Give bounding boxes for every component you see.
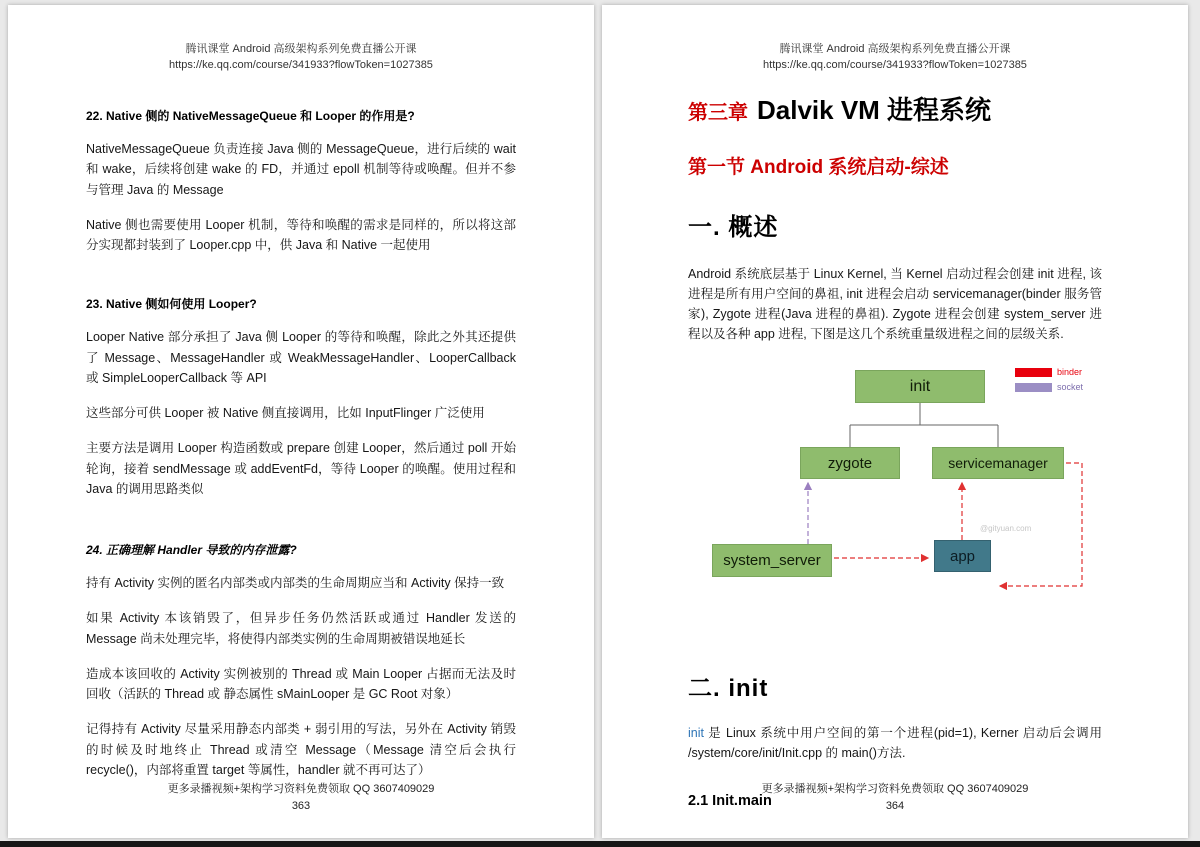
diagram-node-zygote: zygote bbox=[800, 447, 900, 479]
question-23-para-3: 主要方法是调用 Looper 构造函数或 prepare 创建 Looper，然后通过 poll 开始轮询，接着 sendMessage 或 addEventFd，等待 Looper 的唤醒。使用过程和 Java 的调用思路类似 bbox=[86, 441, 516, 496]
diagram-node-system-server: system_server bbox=[712, 544, 832, 577]
diagram-node-servicemanager: servicemanager bbox=[932, 447, 1064, 479]
subsection-heading: 2.1 Init.main bbox=[688, 793, 772, 809]
page-number: 363 bbox=[291, 800, 311, 812]
question-24-para-4: 记得持有 Activity 尽量采用静态内部类 + 弱引用的写法，另外在 Activity 销毁的时候及时地终止 Thread 或清空 Message（Message 清空后会执行 recycle()，内部将重置 target 等属性，handler 就不再可达了） bbox=[86, 722, 516, 777]
chapter-heading bbox=[688, 93, 1102, 132]
init-paragraph-text: 是 Linux 系统中用户空间的第一个进程(pid=1), Kerner 启动后会调用 /system/core/init/Init.cpp 的 main()方法. bbox=[688, 726, 1102, 760]
section-heading: 第一节 Android 系统启动-综述 bbox=[688, 157, 949, 178]
document-header bbox=[688, 41, 1102, 73]
course-header-title: 腾讯课堂 Android 高级架构系列免费直播公开课 bbox=[779, 43, 1011, 55]
chapter-title: Dalvik VM 进程系统 bbox=[757, 95, 992, 125]
question-22-title: 22. Native 侧的 NativeMessageQueue 和 Looper 的作用是? bbox=[86, 109, 415, 123]
socket-legend-label: socket bbox=[1057, 382, 1084, 392]
pdf-page-right bbox=[602, 5, 1188, 838]
page-number: 364 bbox=[885, 800, 905, 812]
question-23-para-1: Looper Native 部分承担了 Java 侧 Looper 的等待和唤醒，除此之外其还提供了 Message、MessageHandler 或 WeakMessageHandler、LooperCallback 或 SimpleLooperCallback 等 API bbox=[86, 330, 516, 385]
pdf-page-left bbox=[8, 5, 594, 838]
init-link[interactable]: init bbox=[688, 726, 704, 740]
process-hierarchy-diagram bbox=[688, 360, 1102, 642]
question-23-para-2: 这些部分可供 Looper 被 Native 侧直接调用，比如 InputFlinger 广泛使用 bbox=[86, 406, 485, 420]
question-24-para-1: 持有 Activity 实例的匿名内部类或内部类的生命周期应当和 Activity 保持一致 bbox=[86, 576, 505, 590]
init-heading: 二. init bbox=[688, 675, 769, 702]
document-footer: 更多录播视频+架构学习资料免费领取 QQ 3607409029 bbox=[167, 783, 435, 795]
diagram-node-init: init bbox=[855, 370, 985, 403]
chapter-number: 第三章 bbox=[688, 102, 748, 124]
diagram-node-app: app bbox=[934, 540, 991, 572]
question-24-title: 24. 正确理解 Handler 导致的内存泄露? bbox=[86, 543, 297, 557]
course-url-link[interactable]: https://ke.qq.com/course/341933?flowToken=1027385 bbox=[763, 59, 1027, 71]
watermark: @gityuan.com bbox=[980, 524, 1032, 533]
binder-legend-label: binder bbox=[1057, 367, 1083, 377]
init-paragraph bbox=[688, 723, 1102, 763]
binder-legend-swatch bbox=[1015, 368, 1052, 377]
document-footer: 更多录播视频+架构学习资料免费领取 QQ 3607409029 bbox=[761, 783, 1029, 795]
document-header bbox=[86, 41, 516, 73]
socket-legend-swatch bbox=[1015, 383, 1052, 392]
overview-paragraph: Android 系统底层基于 Linux Kernel, 当 Kernel 启动过程会创建 init 进程, 该进程是所有用户空间的鼻祖, init 进程会启动 servicemanager(binder 服务管家), Zygote 进程(Java 进程的鼻祖). Zygote 进程会创建 system_server 进程以及各种 app 进程, 下图是这几个系统重量级进程之间的层级关系. bbox=[688, 267, 1102, 341]
viewer-bottom-bar bbox=[0, 841, 1200, 847]
course-url-link[interactable]: https://ke.qq.com/course/341933?flowToken=1027385 bbox=[169, 59, 433, 71]
question-22-para-2: Native 侧也需要使用 Looper 机制，等待和唤醒的需求是同样的，所以将这部分实现都封装到了 Looper.cpp 中，供 Java 和 Native 一起使用 bbox=[86, 217, 516, 252]
question-24-para-2: 如果 Activity 本该销毁了，但异步任务仍然活跃或通过 Handler 发送的 Message 尚未处理完毕，将使得内部类实例的生命周期被错误地延长 bbox=[86, 611, 516, 646]
course-header-title: 腾讯课堂 Android 高级架构系列免费直播公开课 bbox=[185, 43, 417, 55]
question-23-title: 23. Native 侧如何使用 Looper? bbox=[86, 297, 257, 312]
question-22-para-1: NativeMessageQueue 负责连接 Java 侧的 MessageQueue，进行后续的 wait 和 wake，后续将创建 wake 的 FD，并通过 epoll 机制等待或唤醒。但并不参与管理 Java 的 Message bbox=[86, 142, 516, 197]
question-24-para-3: 造成本该回收的 Activity 实例被别的 Thread 或 Main Looper 占据而无法及时回收（活跃的 Thread 或 静态属性 sMainLooper 是 GC Root 对象） bbox=[86, 666, 516, 701]
overview-heading: 一. 概述 bbox=[688, 214, 779, 241]
